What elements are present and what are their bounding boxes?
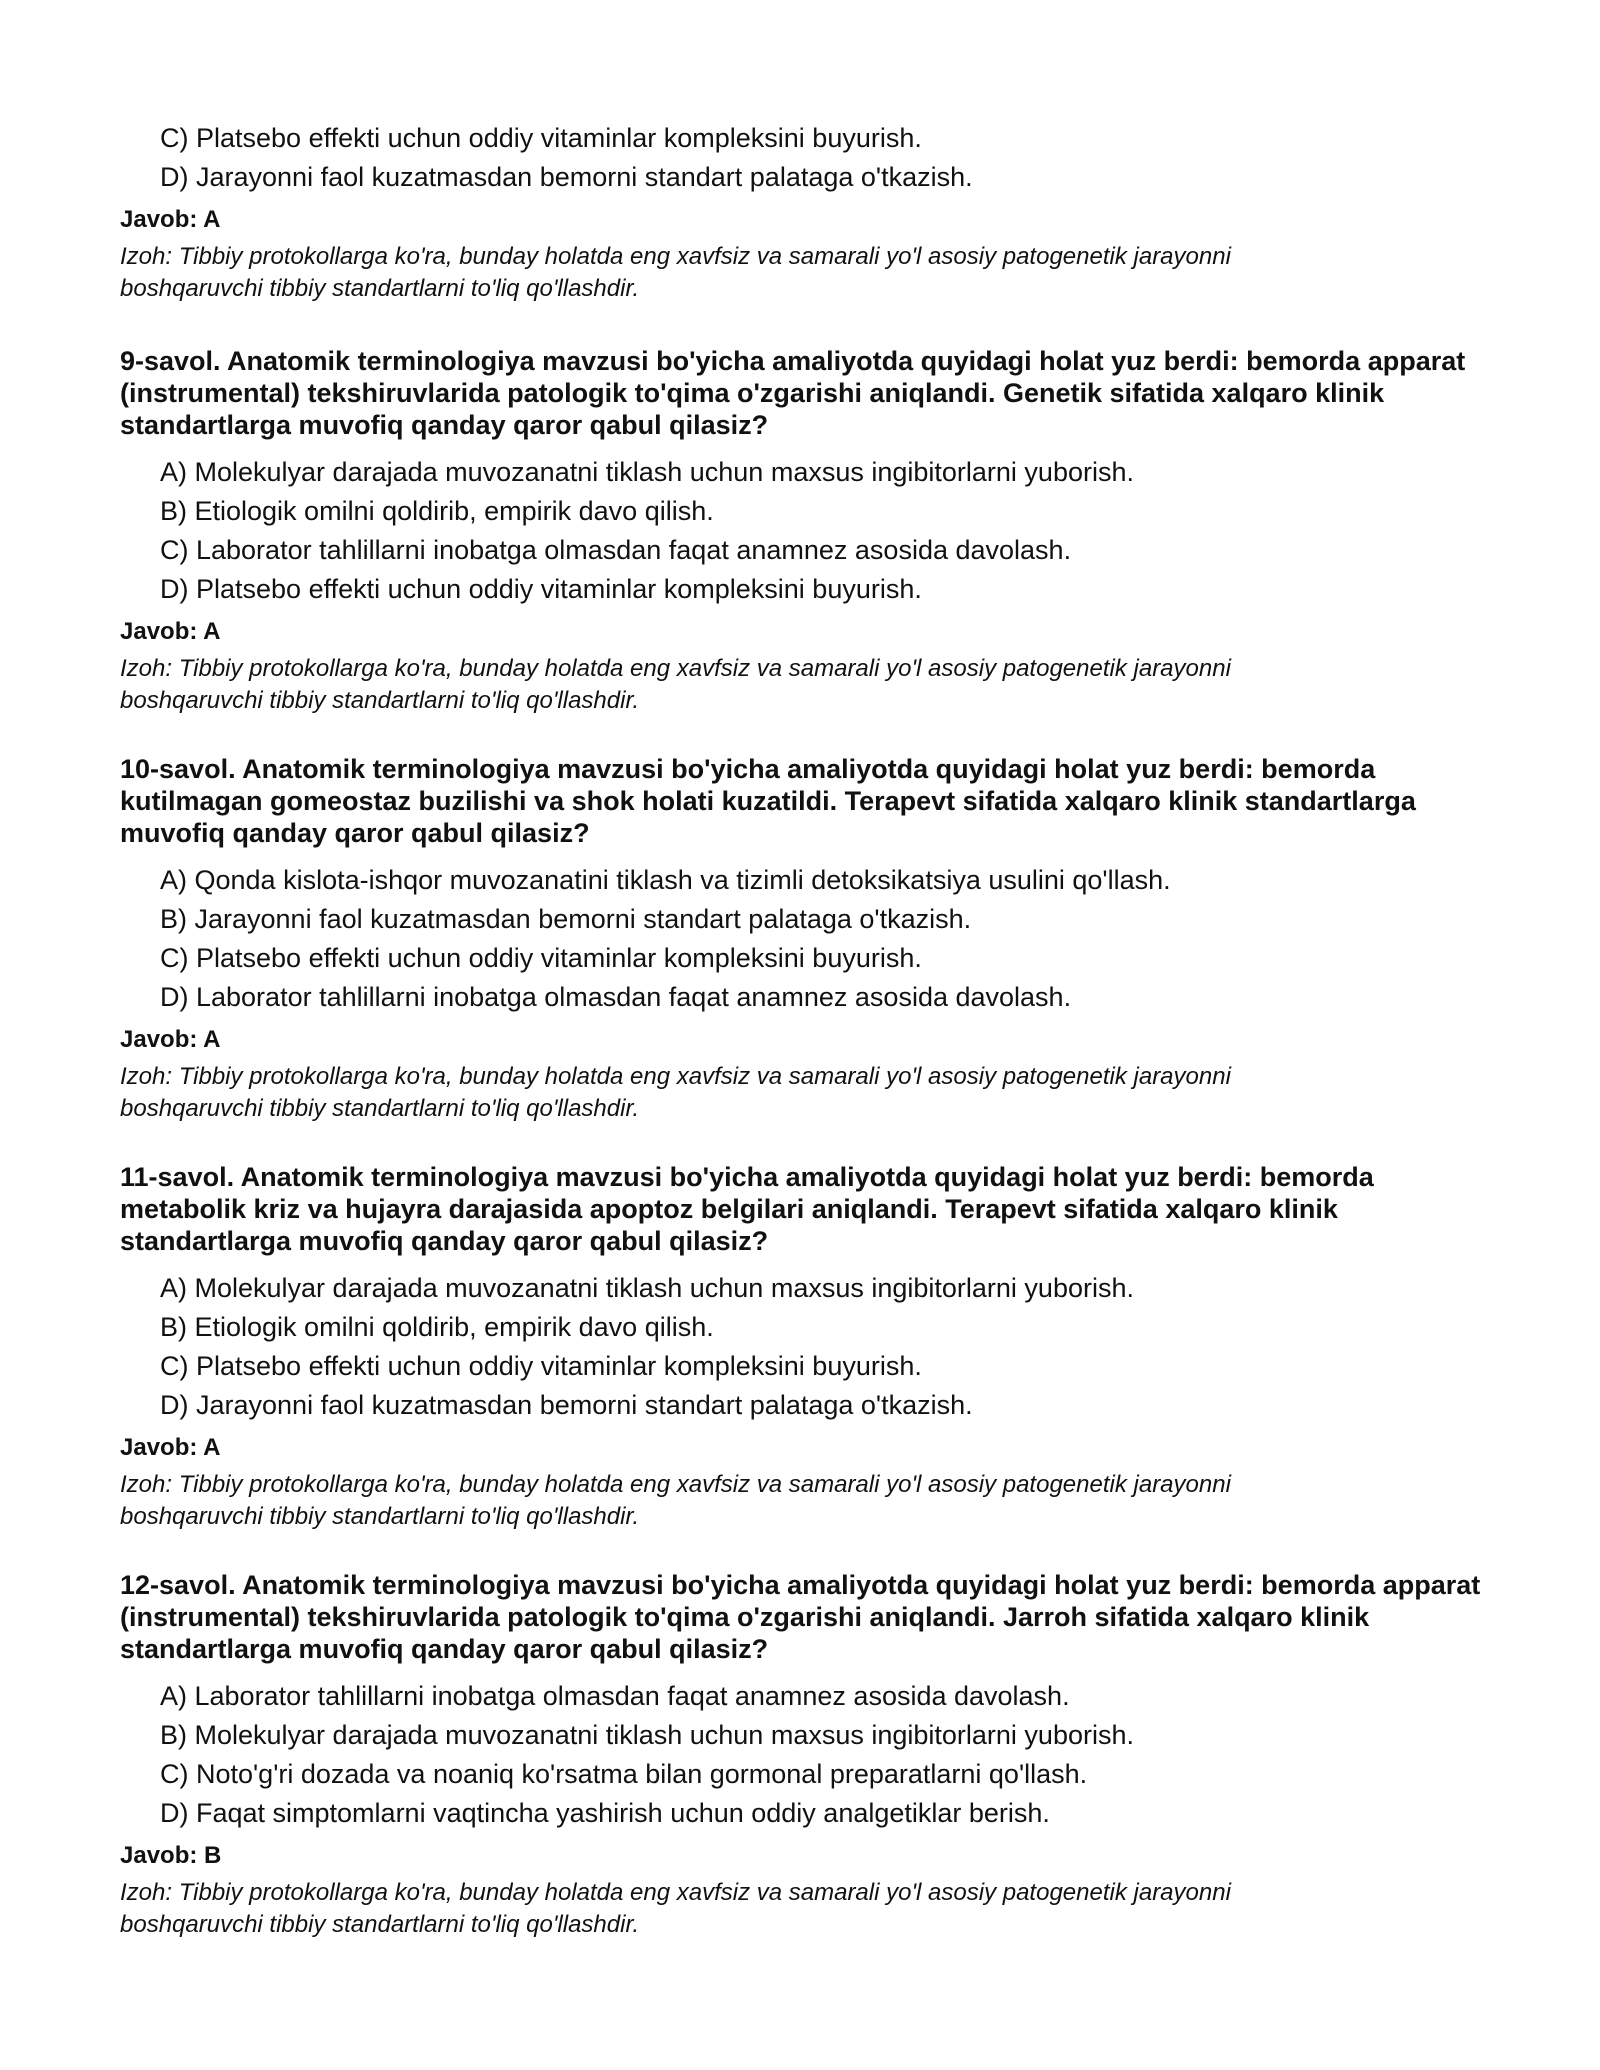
option-a: A) Molekulyar darajada muvozanatni tiklash uchun maxsus ingibitorlarni yuborish. bbox=[160, 457, 1134, 487]
answer-label: Javob: B bbox=[120, 1842, 222, 1869]
option-d: D) Platsebo effekti uchun oddiy vitaminlar kompleksini buyurish. bbox=[160, 574, 922, 604]
option-a: A) Laborator tahlillarni inobatga olmasdan faqat anamnez asosida davolash. bbox=[160, 1681, 1070, 1711]
question-10 bbox=[120, 753, 1500, 1125]
answer-label: Javob: A bbox=[120, 618, 221, 645]
option-list bbox=[120, 453, 1500, 609]
option-c: C) Laborator tahlillarni inobatga olmasdan faqat anamnez asosida davolash. bbox=[160, 535, 1072, 565]
question-text: 12-savol. Anatomik terminologiya mavzusi bo'yicha amaliyotda quyidagi holat yuz berdi: bemorda apparat (instrumental) tekshiruvlarida patologik to'qima o'zgarishi aniqlandi. Jarroh sifatida xalqaro klinik standartlarga muvofiq qanday qaror qabul qilasiz? bbox=[120, 1570, 1481, 1664]
question-9 bbox=[120, 345, 1500, 717]
explanation-text: Izoh: Tibbiy protokollarga ko'ra, bunday holatda eng xavfsiz va samarali yo'l asosiy patogenetik jarayonni boshqaruvchi tibbiy standartlarni to'liq qo'llashdir. bbox=[120, 243, 1231, 302]
option-list bbox=[120, 119, 1500, 197]
option-list bbox=[120, 1269, 1500, 1425]
option-d: D) Laborator tahlillarni inobatga olmasdan faqat anamnez asosida davolash. bbox=[160, 982, 1072, 1012]
question-text: 10-savol. Anatomik terminologiya mavzusi bo'yicha amaliyotda quyidagi holat yuz berdi: bemorda kutilmagan gomeostaz buzilishi va shok holati kuzatildi. Terapevt sifatida xalqaro klinik standartlarga muvofiq qanday qaror qabul qilasiz? bbox=[120, 754, 1416, 848]
explanation-text: Izoh: Tibbiy protokollarga ko'ra, bunday holatda eng xavfsiz va samarali yo'l asosiy patogenetik jarayonni boshqaruvchi tibbiy standartlarni to'liq qo'llashdir. bbox=[120, 1063, 1231, 1122]
explanation-text: Izoh: Tibbiy protokollarga ko'ra, bunday holatda eng xavfsiz va samarali yo'l asosiy patogenetik jarayonni boshqaruvchi tibbiy standartlarni to'liq qo'llashdir. bbox=[120, 1471, 1231, 1530]
option-c: C) Platsebo effekti uchun oddiy vitaminlar kompleksini buyurish. bbox=[160, 1351, 922, 1381]
option-a: A) Molekulyar darajada muvozanatni tiklash uchun maxsus ingibitorlarni yuborish. bbox=[160, 1273, 1134, 1303]
option-b: B) Jarayonni faol kuzatmasdan bemorni standart palataga o'tkazish. bbox=[160, 904, 972, 934]
option-d: D) Faqat simptomlarni vaqtincha yashirish uchun oddiy analgetiklar berish. bbox=[160, 1798, 1050, 1828]
explanation-text: Izoh: Tibbiy protokollarga ko'ra, bunday holatda eng xavfsiz va samarali yo'l asosiy patogenetik jarayonni boshqaruvchi tibbiy standartlarni to'liq qo'llashdir. bbox=[120, 1879, 1231, 1938]
option-c: C) Platsebo effekti uchun oddiy vitaminlar kompleksini buyurish. bbox=[160, 943, 922, 973]
question-11 bbox=[120, 1161, 1500, 1533]
answer-label: Javob: A bbox=[120, 1026, 221, 1053]
question-text: 9-savol. Anatomik terminologiya mavzusi bo'yicha amaliyotda quyidagi holat yuz berdi: bemorda apparat (instrumental) tekshiruvlarida patologik to'qima o'zgarishi aniqlandi. Genetik sifatida xalqaro klinik standartlarga muvofiq qanday qaror qabul qilasiz? bbox=[120, 346, 1466, 440]
previous-question-tail bbox=[120, 119, 1500, 305]
option-d: D) Jarayonni faol kuzatmasdan bemorni standart palataga o'tkazish. bbox=[160, 162, 973, 192]
option-c: C) Noto'g'ri dozada va noaniq ko'rsatma bilan gormonal preparatlarni qo'llash. bbox=[160, 1759, 1088, 1789]
option-b: B) Etiologik omilni qoldirib, empirik davo qilish. bbox=[160, 496, 714, 526]
option-d: D) Jarayonni faol kuzatmasdan bemorni standart palataga o'tkazish. bbox=[160, 1390, 973, 1420]
option-a: A) Qonda kislota-ishqor muvozanatini tiklash va tizimli detoksikatsiya usulini qo'llash. bbox=[160, 865, 1171, 895]
question-text: 11-savol. Anatomik terminologiya mavzusi bo'yicha amaliyotda quyidagi holat yuz berdi: bemorda metabolik kriz va hujayra darajasida apoptoz belgilari aniqlandi. Terapevt sifatida xalqaro klinik standartlarga muvofiq qanday qaror qabul qilasiz? bbox=[120, 1162, 1374, 1256]
question-12 bbox=[120, 1569, 1500, 1941]
option-list bbox=[120, 1677, 1500, 1833]
answer-label: Javob: A bbox=[120, 1434, 221, 1461]
option-c: C) Platsebo effekti uchun oddiy vitaminlar kompleksini buyurish. bbox=[160, 123, 922, 153]
option-b: B) Molekulyar darajada muvozanatni tiklash uchun maxsus ingibitorlarni yuborish. bbox=[160, 1720, 1134, 1750]
option-b: B) Etiologik omilni qoldirib, empirik davo qilish. bbox=[160, 1312, 714, 1342]
explanation-text: Izoh: Tibbiy protokollarga ko'ra, bunday holatda eng xavfsiz va samarali yo'l asosiy patogenetik jarayonni boshqaruvchi tibbiy standartlarni to'liq qo'llashdir. bbox=[120, 655, 1231, 714]
answer-label: Javob: A bbox=[120, 206, 221, 233]
option-list bbox=[120, 861, 1500, 1017]
